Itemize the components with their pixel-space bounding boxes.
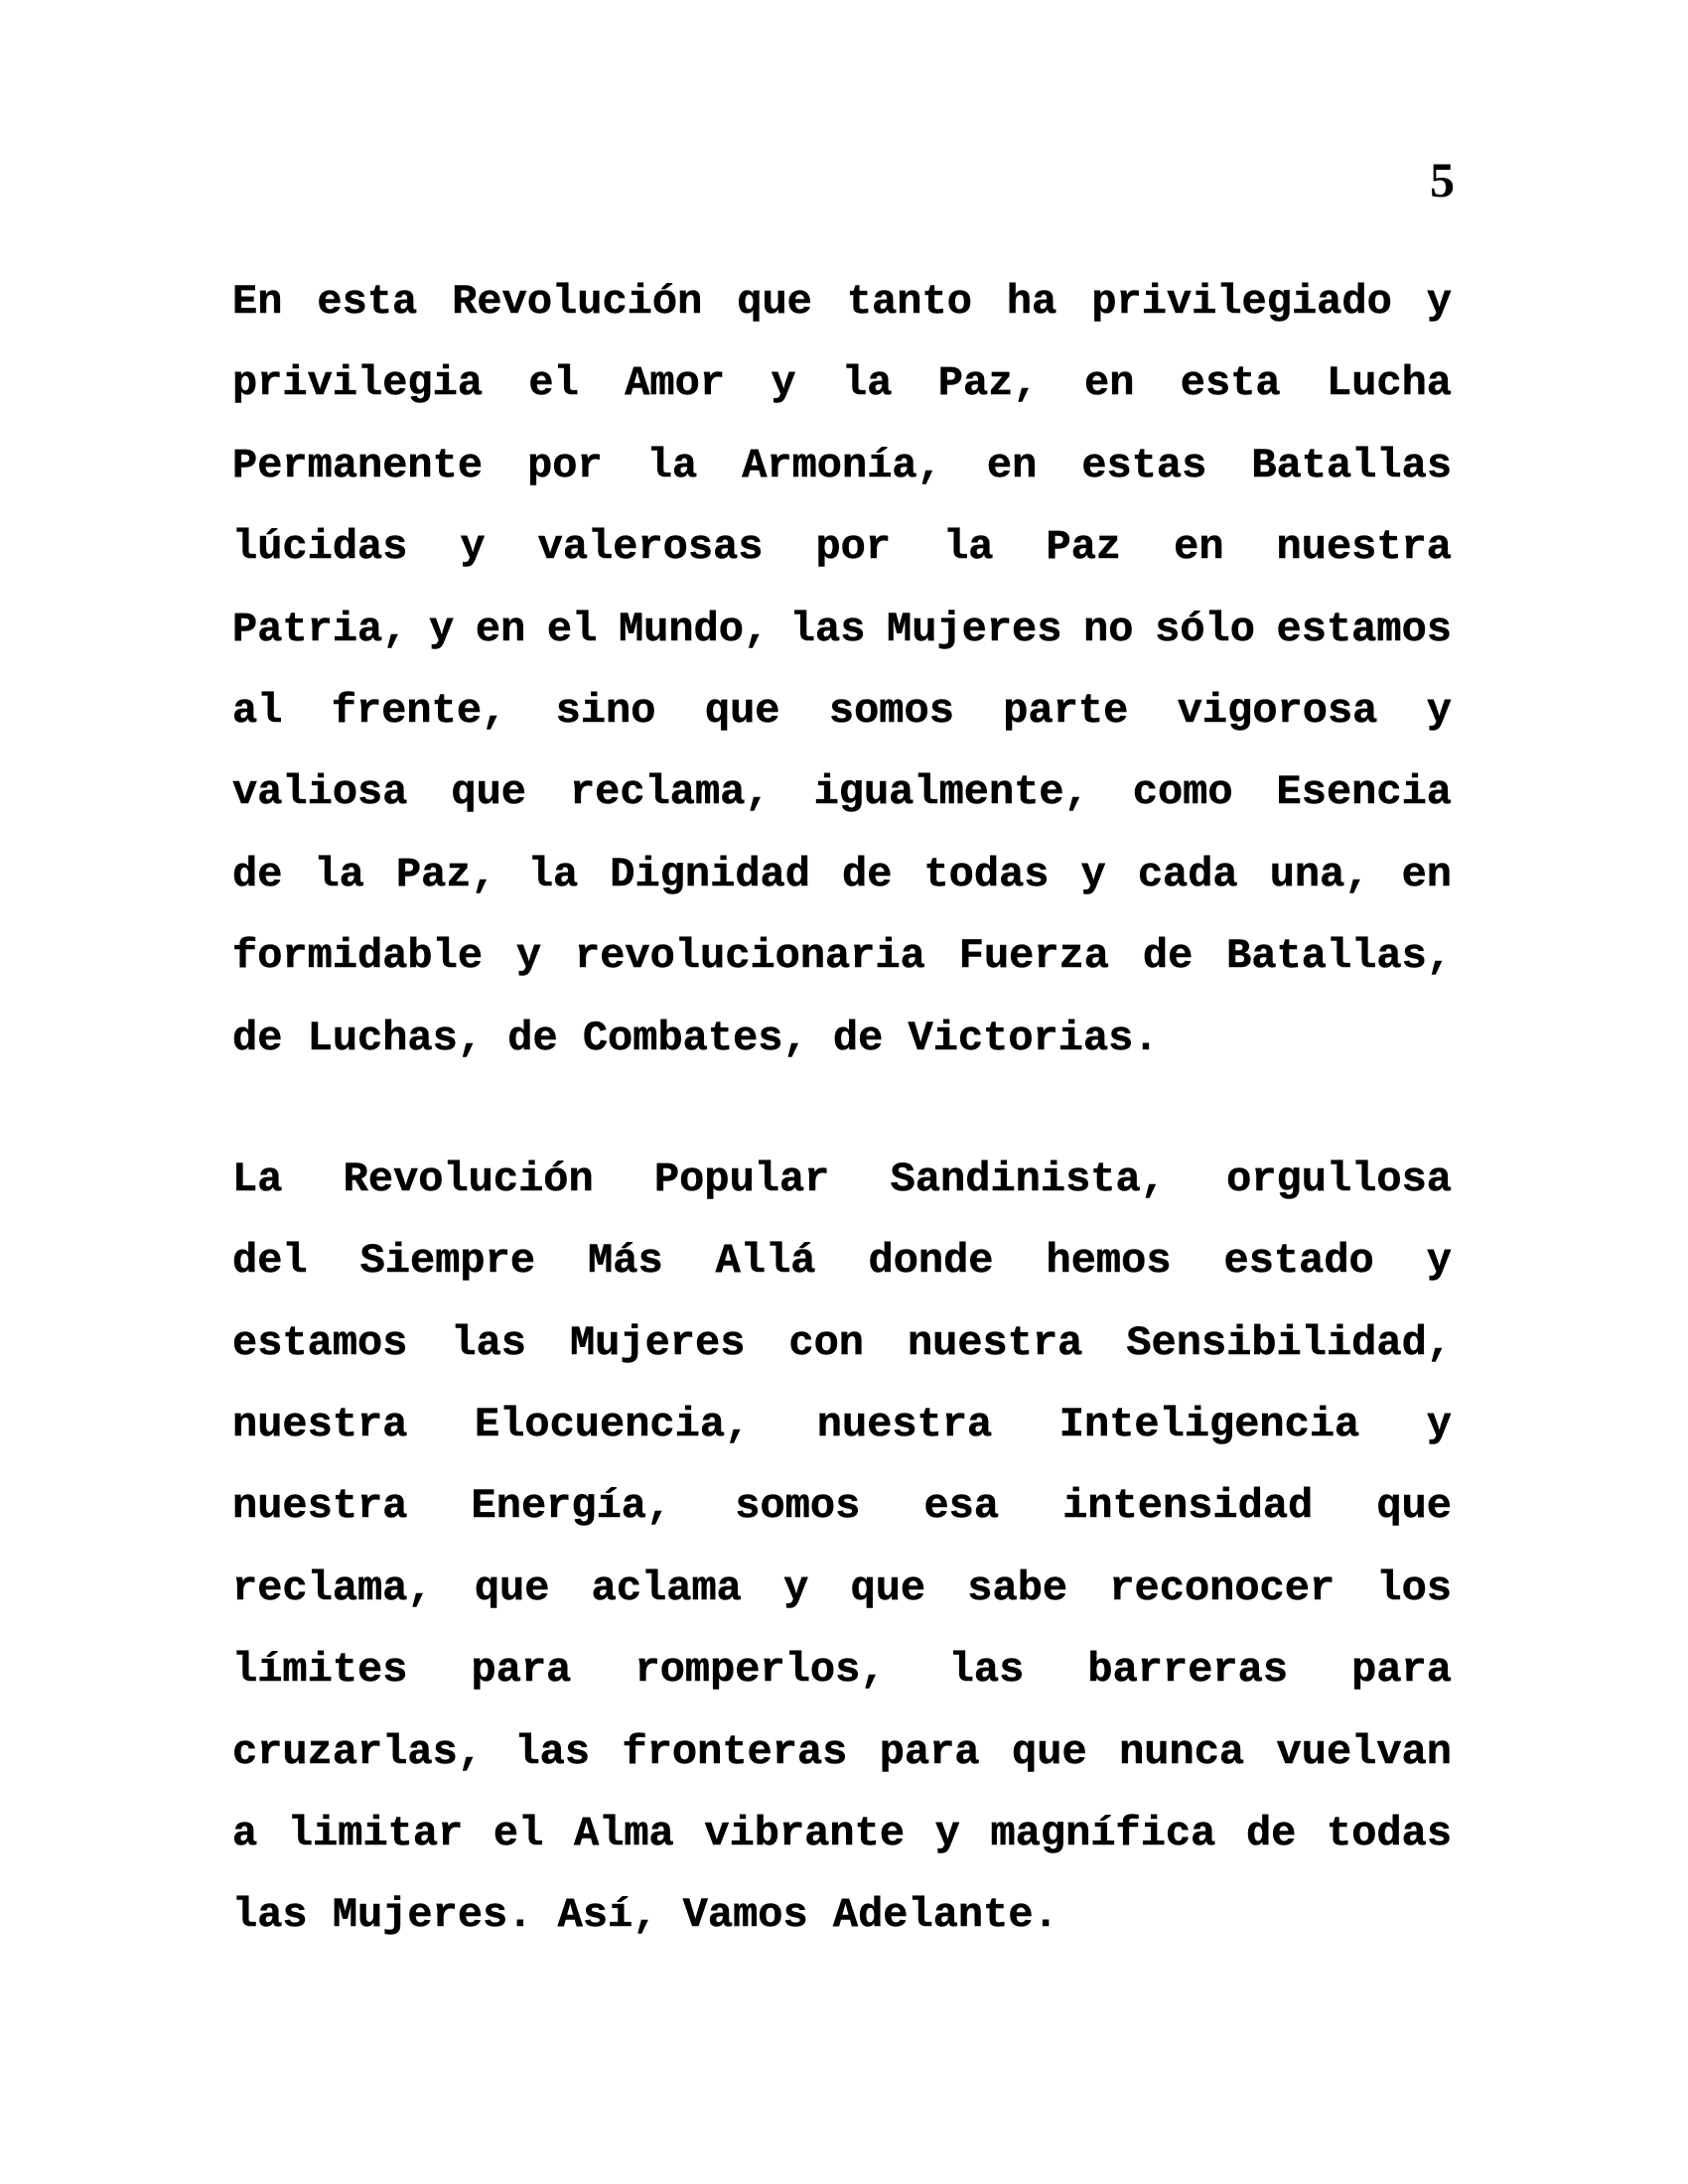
text-line-content: privilegia el Amor y la Paz, en esta Lucha (232, 359, 1453, 408)
text-line (232, 261, 1452, 342)
text-line-content: Permanente por la Armonía, en estas Batallas (232, 441, 1453, 489)
text-line (232, 998, 1452, 1079)
text-line (232, 1711, 1452, 1793)
text-line (232, 425, 1452, 506)
text-line (232, 1629, 1452, 1710)
text-line (232, 506, 1452, 588)
text-line-content: formidable y revolucionaria Fuerza de Batallas, (232, 932, 1452, 981)
text-line-content: En esta Revolución que tanto ha privilegiado y (232, 278, 1452, 326)
text-line (232, 670, 1452, 751)
text-line-content: valiosa que reclama, igualmente, como Esencia (232, 768, 1452, 817)
text-line-content: de la Paz, la Dignidad de todas y cada una, en (232, 850, 1452, 898)
text-line-content: lúcidas y valerosas por la Paz en nuestra (232, 523, 1452, 572)
paragraph-1 (232, 261, 1452, 1079)
text-line-content: límites para romperlos, las barreras para (232, 1646, 1452, 1695)
text-line (232, 1874, 1452, 1956)
text-block (232, 261, 1452, 2016)
text-line-content: reclama, que aclama y que sabe reconocer los (232, 1564, 1452, 1612)
text-line-content: cruzarlas, las fronteras para que nunca vuelvan (232, 1727, 1452, 1776)
text-line (232, 342, 1452, 424)
text-line-content: del Siempre Más Allá donde hemos estado y (232, 1237, 1452, 1286)
text-line (232, 1548, 1452, 1629)
text-line (232, 751, 1452, 833)
text-line-content: La Revolución Popular Sandinista, orgullosa (232, 1155, 1452, 1203)
text-line-content: nuestra Elocuencia, nuestra Inteligencia y (232, 1401, 1453, 1449)
text-line (232, 1302, 1452, 1384)
text-line (232, 1220, 1452, 1301)
text-line (232, 589, 1452, 670)
text-line (232, 1793, 1452, 1874)
paragraph-2 (232, 1139, 1452, 1957)
text-line (232, 915, 1452, 997)
text-line-content: nuestra Energía, somos esa intensidad que (232, 1482, 1452, 1531)
text-line (232, 834, 1452, 915)
text-line (232, 1384, 1452, 1465)
text-line-content: las Mujeres. Así, Vamos Adelante. (232, 1891, 1058, 1940)
text-line (232, 1139, 1452, 1220)
page-number: 5 (1430, 152, 1455, 207)
text-line (232, 1465, 1452, 1547)
text-line-content: Patria, y en el Mundo, las Mujeres no sólo estamos (232, 605, 1452, 653)
text-line-content: al frente, sino que somos parte vigorosa y (232, 686, 1452, 735)
text-line-content: de Luchas, de Combates, de Victorias. (232, 1014, 1159, 1062)
text-line-content: a limitar el Alma vibrante y magnífica de todas (232, 1810, 1453, 1858)
text-line-content: estamos las Mujeres con nuestra Sensibilidad, (232, 1318, 1452, 1367)
